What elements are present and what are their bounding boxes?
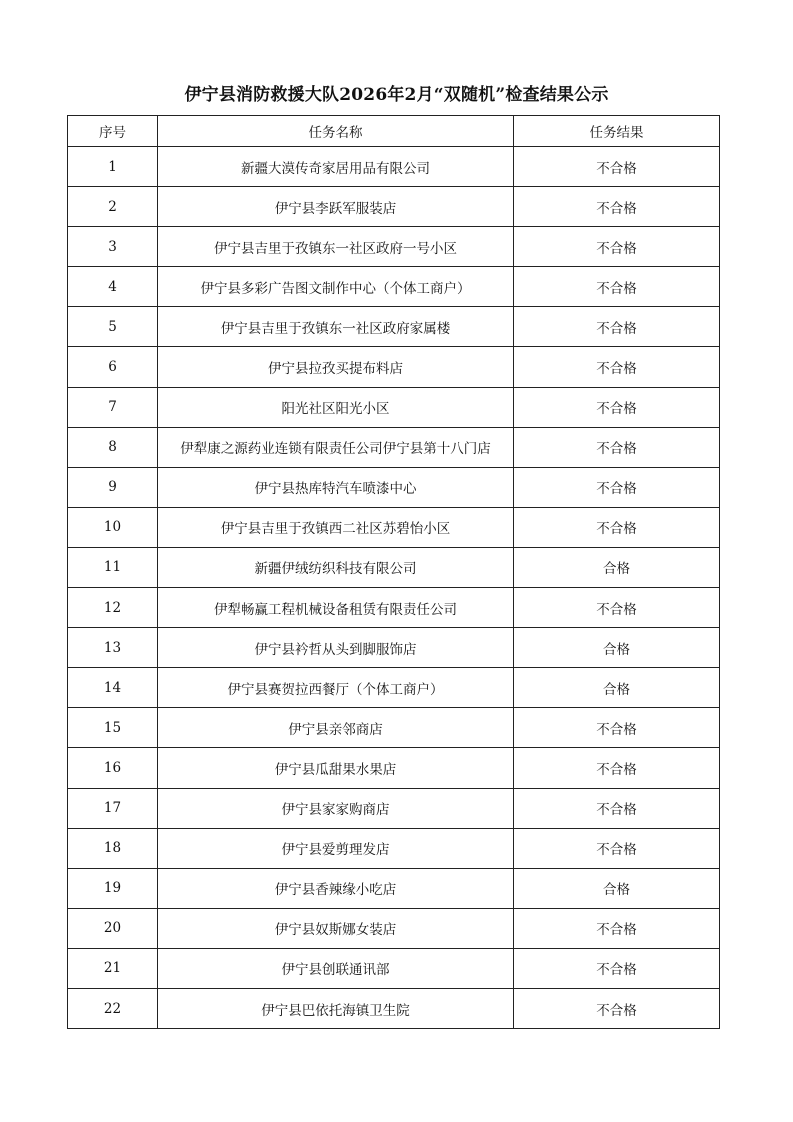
cell-name: 伊宁县家家购商店: [158, 788, 514, 828]
cell-result: 不合格: [514, 948, 720, 988]
cell-result: 不合格: [514, 187, 720, 227]
cell-name: 伊宁县奴斯娜女装店: [158, 908, 514, 948]
cell-name: 伊宁县吉里于孜镇西二社区苏碧怡小区: [158, 507, 514, 547]
cell-no: 4: [68, 267, 158, 307]
cell-no: 21: [68, 948, 158, 988]
cell-result: 不合格: [514, 347, 720, 387]
cell-no: 12: [68, 588, 158, 628]
cell-no: 22: [68, 988, 158, 1028]
cell-no: 16: [68, 748, 158, 788]
cell-no: 17: [68, 788, 158, 828]
table-row: [68, 868, 720, 908]
table-row: [68, 908, 720, 948]
table-body: [68, 147, 720, 1029]
cell-result: 不合格: [514, 507, 720, 547]
column-header-name: 任务名称: [158, 116, 514, 147]
column-header-no: 序号: [68, 116, 158, 147]
cell-result: 不合格: [514, 828, 720, 868]
column-header-result: 任务结果: [514, 116, 720, 147]
cell-name: 伊宁县李跃军服装店: [158, 187, 514, 227]
cell-name: 伊宁县多彩广告图文制作中心（个体工商户）: [158, 267, 514, 307]
cell-result: 不合格: [514, 227, 720, 267]
table-row: [68, 147, 720, 187]
cell-no: 6: [68, 347, 158, 387]
table-row: [68, 668, 720, 708]
table-row: [68, 387, 720, 427]
cell-result: 合格: [514, 668, 720, 708]
cell-no: 9: [68, 467, 158, 507]
cell-no: 15: [68, 708, 158, 748]
cell-no: 2: [68, 187, 158, 227]
table-row: [68, 227, 720, 267]
cell-name: 伊犁畅赢工程机械设备租赁有限责任公司: [158, 588, 514, 628]
cell-result: 不合格: [514, 147, 720, 187]
cell-name: 阳光社区阳光小区: [158, 387, 514, 427]
cell-no: 19: [68, 868, 158, 908]
cell-result: 合格: [514, 628, 720, 668]
cell-name: 伊宁县衿哲从头到脚服饰店: [158, 628, 514, 668]
cell-name: 伊宁县爱剪理发店: [158, 828, 514, 868]
cell-no: 14: [68, 668, 158, 708]
cell-name: 伊犁康之源药业连锁有限责任公司伊宁县第十八门店: [158, 427, 514, 467]
table-row: [68, 748, 720, 788]
cell-no: 5: [68, 307, 158, 347]
table-row: [68, 708, 720, 748]
table-row: [68, 588, 720, 628]
table-row: [68, 427, 720, 467]
table-row: [68, 788, 720, 828]
cell-result: 不合格: [514, 427, 720, 467]
table-row: [68, 187, 720, 227]
cell-result: 合格: [514, 868, 720, 908]
table-row: [68, 507, 720, 547]
cell-result: 不合格: [514, 908, 720, 948]
cell-result: 不合格: [514, 307, 720, 347]
cell-no: 7: [68, 387, 158, 427]
table-row: [68, 547, 720, 587]
cell-name: 伊宁县瓜甜果水果店: [158, 748, 514, 788]
cell-result: 不合格: [514, 267, 720, 307]
cell-no: 8: [68, 427, 158, 467]
cell-name: 伊宁县亲邻商店: [158, 708, 514, 748]
cell-name: 新疆伊绒纺织科技有限公司: [158, 547, 514, 587]
cell-name: 伊宁县吉里于孜镇东一社区政府一号小区: [158, 227, 514, 267]
cell-no: 10: [68, 507, 158, 547]
cell-result: 不合格: [514, 788, 720, 828]
table-header-row: [68, 116, 720, 147]
page-title: 伊宁县消防救援大队2026年2月“双随机”检查结果公示: [184, 85, 609, 105]
table-row: [68, 988, 720, 1028]
cell-result: 不合格: [514, 467, 720, 507]
cell-result: 不合格: [514, 988, 720, 1028]
cell-no: 20: [68, 908, 158, 948]
cell-result: 合格: [514, 547, 720, 587]
table-row: [68, 467, 720, 507]
table-row: [68, 347, 720, 387]
cell-no: 11: [68, 547, 158, 587]
results-table: [67, 115, 720, 1029]
table-row: [68, 307, 720, 347]
cell-no: 1: [68, 147, 158, 187]
cell-name: 伊宁县拉孜买提布料店: [158, 347, 514, 387]
cell-name: 伊宁县创联通讯部: [158, 948, 514, 988]
cell-no: 3: [68, 227, 158, 267]
cell-result: 不合格: [514, 748, 720, 788]
table-row: [68, 828, 720, 868]
table-row: [68, 628, 720, 668]
cell-result: 不合格: [514, 708, 720, 748]
cell-name: 伊宁县巴依托海镇卫生院: [158, 988, 514, 1028]
table-row: [68, 267, 720, 307]
cell-name: 伊宁县赛贺拉西餐厅（个体工商户）: [158, 668, 514, 708]
cell-name: 新疆大漠传奇家居用品有限公司: [158, 147, 514, 187]
cell-result: 不合格: [514, 387, 720, 427]
cell-result: 不合格: [514, 588, 720, 628]
cell-no: 13: [68, 628, 158, 668]
cell-name: 伊宁县吉里于孜镇东一社区政府家属楼: [158, 307, 514, 347]
cell-name: 伊宁县热库特汽车喷漆中心: [158, 467, 514, 507]
table-row: [68, 948, 720, 988]
cell-name: 伊宁县香辣缘小吃店: [158, 868, 514, 908]
cell-no: 18: [68, 828, 158, 868]
